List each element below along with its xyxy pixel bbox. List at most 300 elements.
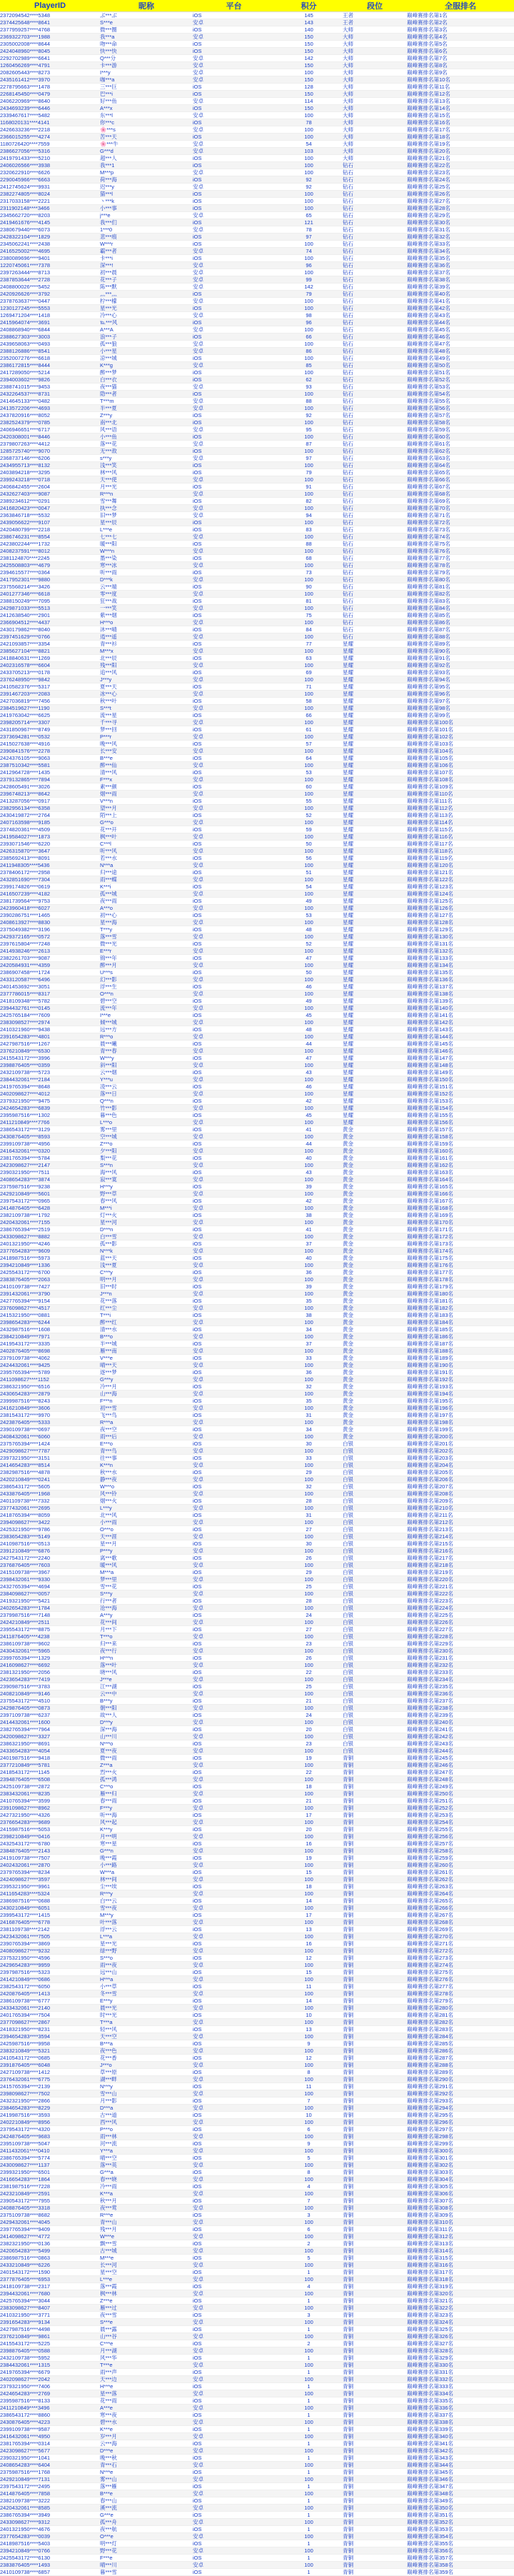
player-id-cell: 2386907458****1724: [0, 969, 100, 976]
nickname-cell: 归***来: [100, 1640, 193, 1648]
table-row: [0, 1048, 514, 1055]
player-id-cell: 2415543172****3996: [0, 1055, 100, 1062]
table-row: [0, 2412, 514, 2419]
table-row: [0, 1548, 514, 1555]
rank-cell: 巅峰赛排名第321名: [407, 2297, 514, 2305]
score-cell: 46: [275, 1083, 343, 1091]
score-cell: 100: [275, 1319, 343, 1326]
rank-cell: 巅峰赛排名第28名: [407, 205, 514, 212]
score-cell: 51: [275, 869, 343, 876]
rank-cell: 巅峰赛排名第26名: [407, 191, 514, 198]
nickname-cell: 浪***子: [100, 334, 193, 341]
rank-cell: 巅峰赛排名第21名: [407, 155, 514, 162]
rank-cell: 巅峰赛排名第301名: [407, 2155, 514, 2162]
score-cell: 85: [275, 362, 343, 369]
tier-cell: 黄金: [343, 1233, 407, 1241]
header-player-id[interactable]: PlayerID: [0, 0, 100, 12]
score-cell: 1: [275, 2369, 343, 2376]
player-id-cell: 2386765394****3949: [0, 2512, 100, 2519]
player-id-cell: 2424654283****2769: [0, 2390, 100, 2397]
table-row: [0, 612, 514, 619]
score-cell: 36: [275, 1269, 343, 1276]
platform-cell: iOS: [193, 1312, 275, 1319]
score-cell: 100: [275, 1233, 343, 1241]
rank-cell: 巅峰赛排名第250名: [407, 1790, 514, 1798]
score-cell: 100: [275, 2476, 343, 2483]
table-row: [0, 1062, 514, 1069]
score-cell: 1: [275, 2355, 343, 2362]
table-row: [0, 48, 514, 55]
nickname-cell: 锦***年: [100, 955, 193, 962]
rank-cell: 巅峰赛排名第126名: [407, 905, 514, 912]
player-id-cell: 2402654283****1784: [0, 1605, 100, 1612]
score-cell: 100: [275, 1848, 343, 1855]
rank-cell: 巅峰赛排名第164名: [407, 1176, 514, 1183]
tier-cell: 钻石: [343, 526, 407, 533]
score-cell: 54: [275, 141, 343, 148]
player-id-cell: 2345062241****2438: [0, 241, 100, 248]
score-cell: 100: [275, 2519, 343, 2526]
tier-cell: 大师: [343, 62, 407, 69]
table-row: [0, 2133, 514, 2140]
tier-cell: 青铜: [343, 1840, 407, 1848]
player-id-cell: 2386109738****9602: [0, 1640, 100, 1648]
nickname-cell: H***a: [100, 1976, 193, 1983]
tier-cell: 星耀: [343, 719, 407, 726]
rank-cell: 巅峰赛排名第271名: [407, 1940, 514, 1948]
table-row: [0, 2355, 514, 2362]
table-row: [0, 1112, 514, 1119]
score-cell: 100: [275, 919, 343, 926]
score-cell: 100: [275, 2419, 343, 2426]
platform-cell: iOS: [193, 841, 275, 848]
nickname-cell: C***e: [100, 2340, 193, 2347]
nickname-cell: 微***雨: [100, 1755, 193, 1762]
platform-cell: 安卓: [193, 1419, 275, 1426]
nickname-cell: 我***a: [100, 34, 193, 41]
player-id-cell: 2375987516****1768: [0, 2469, 100, 2476]
tier-cell: 钻石: [343, 448, 407, 455]
header-score[interactable]: 积分: [275, 0, 343, 12]
rank-cell: 巅峰赛排名第352名: [407, 2519, 514, 2526]
platform-cell: 安卓: [193, 2376, 275, 2383]
player-id-cell: 2410109738****7427: [0, 1283, 100, 1290]
table-row: [0, 726, 514, 733]
platform-cell: 安卓: [193, 2262, 275, 2269]
rank-cell: 巅峰赛排名第115名: [407, 826, 514, 833]
nickname-cell: 听***海: [100, 1812, 193, 1819]
tier-cell: 大师: [343, 155, 407, 162]
player-id-cell: 2425321950****9786: [0, 1526, 100, 1533]
score-cell: 50: [275, 841, 343, 848]
nickname-cell: L***a: [100, 1933, 193, 1940]
rank-cell: 巅峰赛排名第72名: [407, 519, 514, 526]
platform-cell: iOS: [193, 583, 275, 591]
platform-cell: 安卓: [193, 2562, 275, 2569]
platform-cell: iOS: [193, 1626, 275, 1633]
nickname-cell: 陌***上: [100, 812, 193, 819]
tier-cell: 星耀: [343, 762, 407, 769]
platform-cell: 安卓: [193, 876, 275, 883]
platform-cell: iOS: [193, 1498, 275, 1505]
rank-cell: 巅峰赛排名第58名: [407, 419, 514, 426]
score-cell: 62: [275, 376, 343, 384]
score-cell: 100: [275, 1705, 343, 1712]
tier-cell: 星耀: [343, 1098, 407, 1105]
player-id-cell: 2394210849****1336: [0, 1262, 100, 1269]
platform-cell: 安卓: [193, 2276, 275, 2283]
tier-cell: 钻石: [343, 262, 407, 269]
rank-cell: 巅峰赛排名第66名: [407, 476, 514, 483]
nickname-cell: W***e: [100, 2233, 193, 2240]
header-platform[interactable]: 平台: [193, 0, 275, 12]
score-cell: 100: [275, 255, 343, 262]
platform-cell: 安卓: [193, 384, 275, 391]
rank-cell: 巅峰赛排名第88名: [407, 633, 514, 641]
tier-cell: 白银: [343, 1740, 407, 1748]
platform-cell: 安卓: [193, 891, 275, 898]
tier-cell: 钻石: [343, 598, 407, 605]
player-id-cell: 2394003602****9826: [0, 376, 100, 384]
score-cell: 2: [275, 2240, 343, 2247]
platform-cell: 安卓: [193, 248, 275, 255]
tier-cell: 钻石: [343, 362, 407, 369]
platform-cell: iOS: [193, 1855, 275, 1862]
rank-cell: 巅峰赛排名第292名: [407, 2090, 514, 2098]
tier-cell: 白银: [343, 1512, 407, 1519]
table-row: [0, 2512, 514, 2519]
tier-cell: 青铜: [343, 1790, 407, 1798]
nickname-cell: 残***月: [100, 2226, 193, 2233]
player-id-cell: 2419765394****6679: [0, 2369, 100, 2376]
score-cell: 100: [275, 1962, 343, 1969]
score-cell: 100: [275, 1919, 343, 1926]
header-tier[interactable]: 段位: [343, 0, 407, 12]
nickname-cell: 烈***火: [100, 1769, 193, 1776]
platform-cell: iOS: [193, 1183, 275, 1191]
table-row: [0, 2490, 514, 2497]
platform-cell: 安卓: [193, 1505, 275, 1512]
score-cell: 100: [275, 2490, 343, 2497]
rank-cell: 巅峰赛排名第55名: [407, 398, 514, 405]
player-id-cell: 2391210849****6876: [0, 1548, 100, 1555]
rank-cell: 巅峰赛排名第261名: [407, 1869, 514, 1876]
header-rank[interactable]: 全服排名: [407, 0, 514, 12]
table-row: [0, 755, 514, 762]
score-cell: 100: [275, 2276, 343, 2283]
table-row: [0, 1533, 514, 1540]
nickname-cell: M***x: [100, 648, 193, 655]
player-id-cell: 2399987516****8243: [0, 1398, 100, 1405]
score-cell: 100: [275, 719, 343, 726]
platform-cell: iOS: [193, 541, 275, 548]
rank-cell: 巅峰赛排名第27名: [407, 198, 514, 205]
nickname-cell: G***d: [100, 148, 193, 155]
rank-cell: 巅峰赛排名第50名: [407, 362, 514, 369]
rank-cell: 巅峰赛排名第143名: [407, 1026, 514, 1033]
platform-cell: 安卓: [193, 1490, 275, 1498]
rank-cell: 巅峰赛排名第252名: [407, 1805, 514, 1812]
tier-cell: 黄金: [343, 1398, 407, 1405]
platform-cell: iOS: [193, 2112, 275, 2119]
score-cell: 39: [275, 1183, 343, 1191]
tier-cell: 钻石: [343, 462, 407, 469]
player-id-cell: 2401321950****4246: [0, 1241, 100, 1248]
table-row: [0, 2147, 514, 2155]
platform-cell: 安卓: [193, 405, 275, 412]
tier-cell: 青铜: [343, 2262, 407, 2269]
player-id-cell: 2382109738****3222: [0, 2497, 100, 2505]
rank-cell: 巅峰赛排名第213名: [407, 1526, 514, 1533]
rank-cell: 巅峰赛排名第238名: [407, 1705, 514, 1712]
nickname-cell: 孤***舟: [100, 2519, 193, 2526]
player-id-cell: 2377210849****5781: [0, 1762, 100, 1769]
rank-cell: 巅峰赛排名第199名: [407, 1426, 514, 1433]
table-row: [0, 533, 514, 541]
nickname-cell: J***n: [100, 1290, 193, 1298]
player-id-cell: 2317033158****2221: [0, 198, 100, 205]
player-id-cell: 2401987516****9418: [0, 1755, 100, 1762]
platform-cell: iOS: [193, 355, 275, 362]
nickname-cell: 墨***染: [100, 555, 193, 562]
player-id-cell: 2382109738****1792: [0, 1212, 100, 1219]
nickname-cell: 残***阳: [100, 662, 193, 669]
nickname-cell: 河***流: [100, 2140, 193, 2147]
rank-cell: 巅峰赛排名第132名: [407, 948, 514, 955]
platform-cell: 安卓: [193, 1305, 275, 1312]
player-id-cell: 2410987516****0513: [0, 1540, 100, 1548]
score-cell: 100: [275, 419, 343, 426]
rank-cell: 巅峰赛排名第104名: [407, 748, 514, 755]
platform-cell: iOS: [193, 626, 275, 633]
nickname-cell: 落***英: [100, 2162, 193, 2169]
tier-cell: 白银: [343, 1690, 407, 1698]
nickname-cell: 雪***夜: [100, 1905, 193, 1912]
rank-cell: 巅峰赛排名第189名: [407, 1355, 514, 1362]
tier-cell: 青铜: [343, 2012, 407, 2019]
table-row: [0, 2526, 514, 2533]
tier-cell: 黄金: [343, 1376, 407, 1383]
player-id-cell: 2398432061****9330: [0, 1576, 100, 1583]
nickname-cell: 风***起: [100, 1819, 193, 1826]
score-cell: 42: [275, 1098, 343, 1105]
score-cell: 100: [275, 1219, 343, 1226]
score-cell: 100: [275, 2319, 343, 2326]
nickname-cell: 零***度: [100, 591, 193, 598]
nickname-cell: 夜***航: [100, 2526, 193, 2533]
platform-cell: iOS: [193, 2212, 275, 2219]
player-id-cell: 2420480799****2218: [0, 526, 100, 533]
score-cell: 81: [275, 598, 343, 605]
score-cell: 47: [275, 955, 343, 962]
table-row: [0, 512, 514, 519]
score-cell: 47: [275, 1055, 343, 1062]
nickname-cell: M***i: [100, 1205, 193, 1212]
platform-cell: 安卓: [193, 648, 275, 655]
nickname-cell: 青***石: [100, 2462, 193, 2469]
score-cell: 100: [275, 2547, 343, 2555]
score-cell: 150: [275, 91, 343, 98]
platform-cell: 安卓: [193, 1933, 275, 1940]
nickname-cell: 云***中: [100, 1690, 193, 1698]
nickname-cell: W***a: [100, 1869, 193, 1876]
table-row: [0, 2319, 514, 2326]
platform-cell: iOS: [193, 2512, 275, 2519]
table-row: [0, 1319, 514, 1326]
player-id-cell: 2414876405****6428: [0, 1205, 100, 1212]
player-id-cell: 2401321950****4676: [0, 2526, 100, 2533]
tier-cell: 青铜: [343, 2412, 407, 2419]
platform-cell: 安卓: [193, 2247, 275, 2255]
player-id-cell: 2391654283****9134: [0, 2319, 100, 2326]
platform-cell: iOS: [193, 1212, 275, 1219]
nickname-cell: 落***霞: [100, 2283, 193, 2290]
table-row: [0, 1976, 514, 1983]
player-id-cell: 2418321950****8231: [0, 2026, 100, 2033]
player-id-cell: 2408654283****3874: [0, 1176, 100, 1183]
score-cell: 44: [275, 1141, 343, 1148]
platform-cell: 安卓: [193, 1890, 275, 1898]
rank-cell: 巅峰赛排名第209名: [407, 1498, 514, 1505]
nickname-cell: 丶***k: [100, 198, 193, 205]
nickname-cell: 雁***归: [100, 1790, 193, 1798]
tier-cell: 青铜: [343, 2476, 407, 2483]
tier-cell: 青铜: [343, 2462, 407, 2469]
score-cell: 100: [275, 833, 343, 841]
rank-cell: 巅峰赛排名第208名: [407, 1490, 514, 1498]
player-id-cell: 2430876405****8593: [0, 1133, 100, 1141]
player-id-cell: 2433705213****0178: [0, 669, 100, 676]
nickname-cell: F***x: [100, 776, 193, 783]
score-cell: 100: [275, 2076, 343, 2083]
player-id-cell: 2375321950****4596: [0, 1955, 100, 1962]
header-nickname[interactable]: 昵称: [100, 0, 193, 12]
player-id-cell: 2415321950****0881: [0, 1312, 100, 1319]
score-cell: 30: [275, 1440, 343, 1448]
rank-cell: 巅峰赛排名第155名: [407, 1112, 514, 1119]
rank-cell: 巅峰赛排名第40名: [407, 291, 514, 298]
tier-cell: 星耀: [343, 1048, 407, 1055]
nickname-cell: 天***涯: [100, 1533, 193, 1540]
nickname-cell: 静***夜: [100, 1476, 193, 1483]
score-cell: 5: [275, 2155, 343, 2162]
score-cell: 100: [275, 905, 343, 912]
platform-cell: iOS: [193, 376, 275, 384]
nickname-cell: 花***开: [100, 826, 193, 833]
rank-cell: 巅峰赛排名第87名: [407, 626, 514, 633]
tier-cell: 青铜: [343, 2276, 407, 2283]
rank-cell: 巅峰赛排名第180名: [407, 1290, 514, 1298]
player-id-cell: 2382524379****0785: [0, 419, 100, 426]
player-id-cell: 2394615577****0364: [0, 569, 100, 576]
tier-cell: 钻石: [343, 226, 407, 234]
tier-cell: 白银: [343, 1619, 407, 1626]
score-cell: 52: [275, 941, 343, 948]
score-cell: 100: [275, 2176, 343, 2183]
nickname-cell: s***y: [100, 455, 193, 462]
score-cell: 46: [275, 983, 343, 991]
player-id-cell: 2345662720****8203: [0, 212, 100, 219]
player-id-cell: 2397765394****9409: [0, 2226, 100, 2233]
player-id-cell: 2429871033****5513: [0, 605, 100, 612]
score-cell: 35: [275, 1398, 343, 1405]
player-id-cell: 2376210849****6530: [0, 1048, 100, 1055]
platform-cell: iOS: [193, 883, 275, 891]
table-row: [0, 1476, 514, 1483]
rank-cell: 巅峰赛排名第343名: [407, 2455, 514, 2462]
score-cell: 17: [275, 1812, 343, 1819]
table-row: [0, 155, 514, 162]
platform-cell: 安卓: [193, 1748, 275, 1755]
table-row: [0, 1055, 514, 1062]
rank-cell: 巅峰赛排名第228名: [407, 1633, 514, 1640]
nickname-cell: 清***风: [100, 769, 193, 776]
tier-cell: 青铜: [343, 2169, 407, 2176]
score-cell: 100: [275, 2005, 343, 2012]
platform-cell: 安卓: [193, 976, 275, 983]
nickname-cell: Q***n: [100, 1098, 193, 1105]
table-row: [0, 1640, 514, 1648]
platform-cell: iOS: [193, 2255, 275, 2262]
platform-cell: iOS: [193, 2497, 275, 2505]
nickname-cell: 晴***空: [100, 2155, 193, 2162]
platform-cell: iOS: [193, 726, 275, 733]
score-cell: 15: [275, 1969, 343, 1976]
table-row: [0, 2169, 514, 2176]
player-id-cell: 2420876405****1413: [0, 1990, 100, 1998]
nickname-cell: O***o: [100, 1526, 193, 1533]
platform-cell: 安卓: [193, 312, 275, 319]
player-id-cell: 2384519627****1190: [0, 705, 100, 712]
player-id-cell: 2416876405****6778: [0, 1919, 100, 1926]
tier-cell: 钻石: [343, 269, 407, 276]
player-id-cell: 2388150249****7095: [0, 598, 100, 605]
score-cell: 9: [275, 2140, 343, 2147]
player-id-cell: 2352007276****6618: [0, 355, 100, 362]
tier-cell: 黄金: [343, 1262, 407, 1269]
nickname-cell: 寒***夜: [100, 2412, 193, 2419]
platform-cell: 安卓: [193, 1705, 275, 1712]
rank-cell: 巅峰赛排名第89名: [407, 641, 514, 648]
score-cell: 100: [275, 1876, 343, 1883]
table-row: [0, 276, 514, 284]
score-cell: 36: [275, 1369, 343, 1376]
table-row: [0, 1455, 514, 1462]
nickname-cell: D***y: [100, 1719, 193, 1726]
platform-cell: 安卓: [193, 1091, 275, 1098]
platform-cell: iOS: [193, 1798, 275, 1805]
nickname-cell: 追***风: [100, 669, 193, 676]
platform-cell: 安卓: [193, 1276, 275, 1283]
table-row: [0, 1748, 514, 1755]
score-cell: 100: [275, 1333, 343, 1340]
platform-cell: 安卓: [193, 1119, 275, 1126]
platform-cell: iOS: [193, 2412, 275, 2419]
nickname-cell: 浅***笑: [100, 462, 193, 469]
score-cell: 128: [275, 84, 343, 91]
table-row: [0, 1462, 514, 1469]
platform-cell: iOS: [193, 1540, 275, 1548]
rank-cell: 巅峰赛排名第240名: [407, 1719, 514, 1726]
rank-cell: 巅峰赛排名第86名: [407, 619, 514, 626]
player-id-cell: 2419321950****5421: [0, 1598, 100, 1605]
rank-cell: 巅峰赛排名第342名: [407, 2447, 514, 2455]
platform-cell: iOS: [193, 2240, 275, 2247]
player-id-cell: 2414938246****2613: [0, 948, 100, 955]
nickname-cell: V***n: [100, 798, 193, 805]
tier-cell: 星耀: [343, 876, 407, 883]
table-row: [0, 619, 514, 626]
